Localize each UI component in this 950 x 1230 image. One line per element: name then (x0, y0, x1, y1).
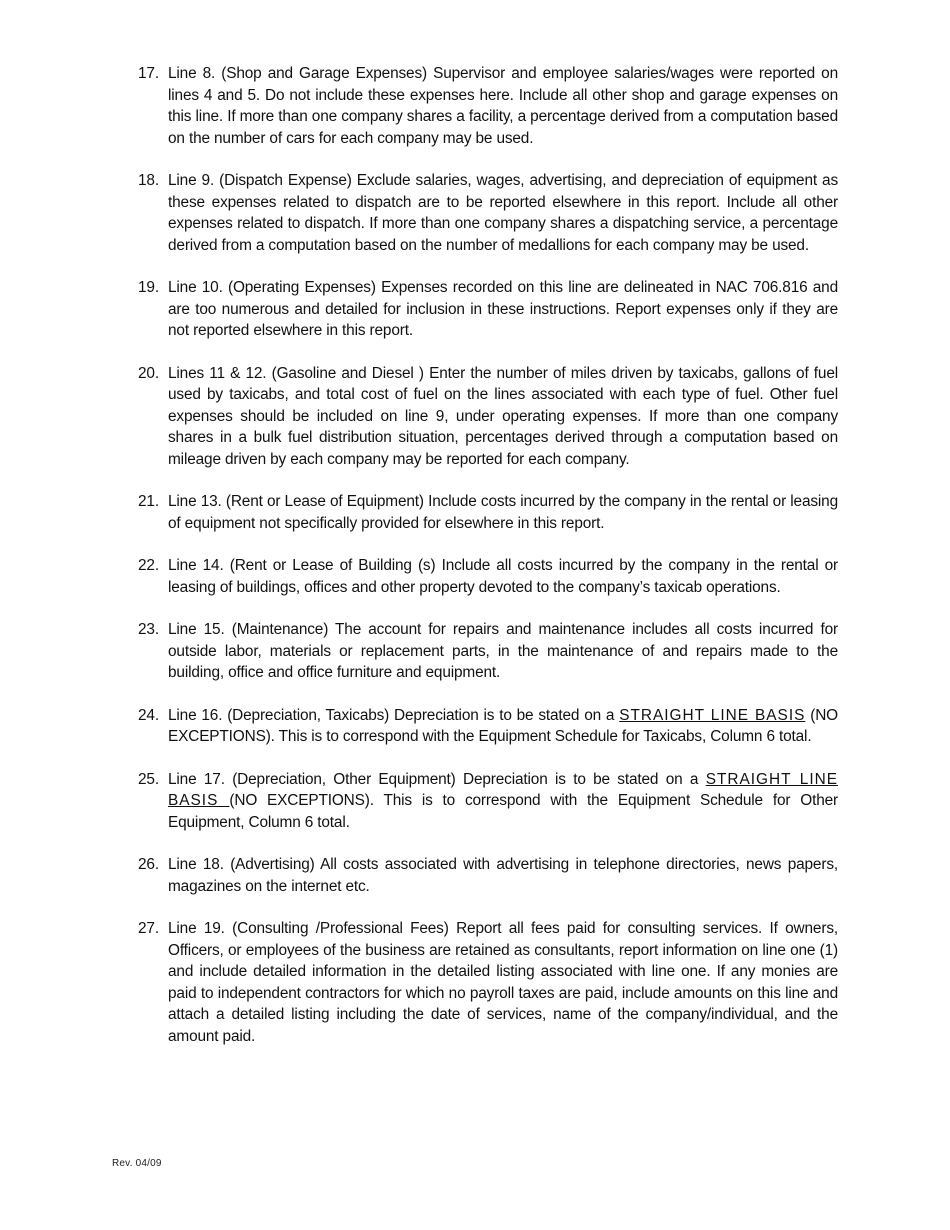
list-item (138, 705, 838, 748)
item-number: 23. (138, 621, 159, 638)
list-item (138, 277, 838, 342)
item-text: Line 18. (Advertising) All costs associated with advertising in telephone directories, news papers, magazines on the internet etc. (168, 856, 838, 895)
underlined-emphasis: STRAIGHT LINE BASIS (619, 706, 806, 724)
item-text: Line 8. (Shop and Garage Expenses) Supervisor and employee salaries/wages were reported on lines 4 and 5. Do not include these expenses here. Include all other shop and garage expenses on this line. If more than one company shares a facility, a percentage derived from a computation based on the number of cars for each company may be used. (168, 65, 838, 147)
item-text: Line 15. (Maintenance) The account for repairs and maintenance includes all costs incurred for outside labor, materials or replacement parts, in the maintenance of and repairs made to the building, office and office furniture and equipment. (168, 621, 838, 681)
item-number: 19. (138, 279, 159, 296)
item-text: Line 9. (Dispatch Expense) Exclude salaries, wages, advertising, and depreciation of equipment as these expenses related to dispatch are to be reported elsewhere in this report. Include all other expenses related to dispatch. If more than one company shares a dispatching service, a percentage derived from a computation based on the number of medallions for each company may be used. (168, 172, 838, 254)
list-item (138, 918, 838, 1047)
item-text: Lines 11 & 12. (Gasoline and Diesel ) Enter the number of miles driven by taxicabs, gallons of fuel used by taxicabs, and total cost of fuel on the lines associated with each type of fuel. Other fuel expenses should be included on line 9, under operating expenses. If more than one company shares in a bulk fuel distribution situation, percentages derived through a computation based on mileage driven by each company may be reported for each company. (168, 364, 838, 468)
list-item (138, 363, 838, 471)
list-item (138, 491, 838, 534)
item-text-before: Line 17. (Depreciation, Other Equipment) Depreciation is to be stated on a (168, 770, 706, 788)
list-item (138, 769, 838, 834)
revision-footer: Rev. 04/09 (112, 1158, 162, 1169)
item-text: Line 19. (Consulting /Professional Fees) Report all fees paid for consulting services. If owners, Officers, or employees of the business are retained as consultants, report information on line one (1) and include detailed information in the detailed listing associated with line one. If any monies are paid to independent contractors for which no payroll taxes are paid, include amounts on this line and attach a detailed listing including the date of services, name of the company/individual, and the amount paid. (168, 920, 838, 1045)
item-number: 22. (138, 557, 159, 574)
item-number: 25. (138, 770, 159, 788)
item-text-after: (NO EXCEPTIONS). This is to correspond with the Equipment Schedule for Taxicabs, Column 6 total. (168, 706, 838, 745)
underlined-emphasis: STRAIGHT LINE BASIS (168, 770, 838, 809)
item-number: 27. (138, 920, 159, 937)
item-number: 26. (138, 856, 159, 873)
item-text: Line 13. (Rent or Lease of Equipment) Include costs incurred by the company in the rental or leasing of equipment not specifically provided for elsewhere in this report. (168, 493, 838, 532)
item-text-before: Line 16. (Depreciation, Taxicabs) Depreciation is to be stated on a (168, 706, 620, 724)
item-text-after: (NO EXCEPTIONS). This is to correspond with the Equipment Schedule for Other Equipment, Column 6 total. (168, 792, 838, 831)
item-text: Line 10. (Operating Expenses) Expenses recorded on this line are delineated in NAC 706.816 and are too numerous and detailed for inclusion in these instructions. Report expenses only if they are not reported elsewhere in this report. (168, 279, 838, 339)
item-number: 17. (138, 65, 159, 82)
item-text: Line 14. (Rent or Lease of Building (s) Include all costs incurred by the company in the rental or leasing of buildings, offices and other property devoted to the company’s taxicab operations. (168, 557, 838, 596)
list-item (138, 555, 838, 598)
item-number: 24. (138, 706, 159, 724)
list-item (138, 170, 838, 256)
list-item (138, 854, 838, 897)
item-number: 21. (138, 493, 159, 510)
item-number: 18. (138, 172, 159, 189)
instructions-list (138, 63, 838, 1068)
item-number: 20. (138, 364, 159, 382)
list-item (138, 63, 838, 149)
list-item (138, 619, 838, 684)
